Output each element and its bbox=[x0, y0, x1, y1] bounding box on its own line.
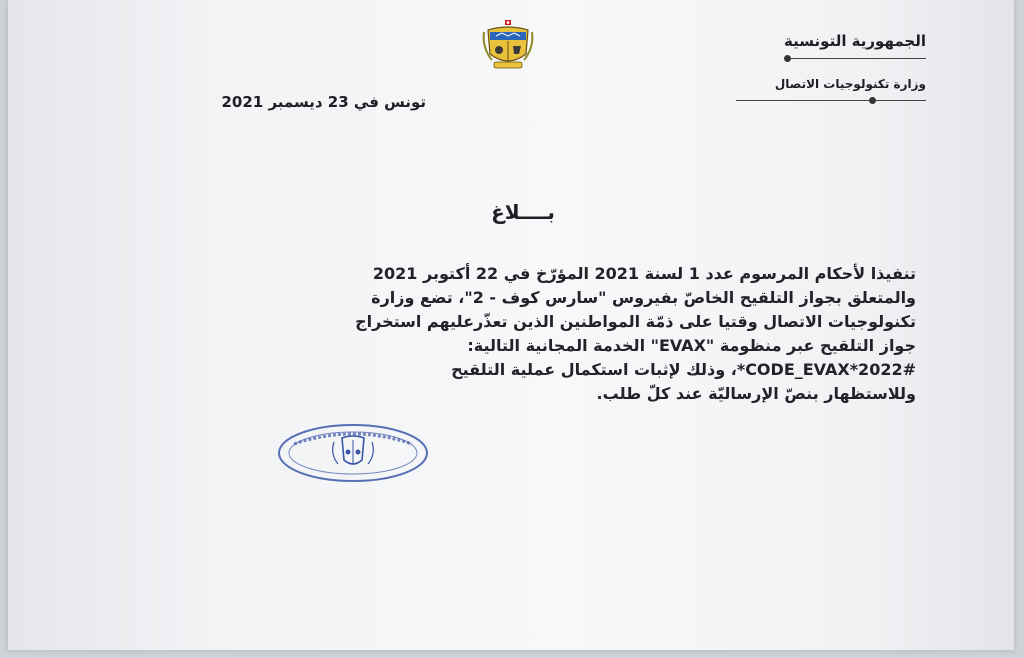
body-line: وللاستظهار بنصّ الإرساليّة عند كلّ طلب. bbox=[596, 384, 916, 403]
body-line: تنفيذا لأحكام المرسوم عدد 1 لسنة 2021 المؤرّخ في 22 أكتوبر 2021 bbox=[372, 264, 916, 283]
country-name: الجمهورية التونسية bbox=[784, 32, 926, 50]
document-title: بــــلاغ bbox=[491, 200, 555, 224]
ministry-stamp-icon bbox=[276, 422, 431, 484]
ministry-name: وزارة تكنولوجيات الاتصال bbox=[774, 77, 926, 91]
document-date: تونس في 23 ديسمبر 2021 bbox=[221, 93, 426, 111]
document-page bbox=[8, 0, 1014, 650]
document-body bbox=[98, 262, 916, 406]
letterhead bbox=[775, 30, 926, 108]
body-line: جواز التلقيح عبر منظومة "EVAX" الخدمة المجانية التالية: bbox=[467, 336, 916, 355]
body-line: والمتعلق بجواز التلقيح الخاصّ بفيروس "سارس كوف - 2"، تضع وزارة bbox=[371, 288, 916, 307]
tunisia-coat-of-arms-icon bbox=[480, 20, 536, 70]
body-line: تكنولوجيات الاتصال وقتيا على ذمّة المواطنين الذين تعذّرعليهم استخراج bbox=[355, 312, 916, 331]
body-line: #CODE_EVAX*2022*، وذلك لإثبات استكمال عملية التلقيح bbox=[451, 360, 916, 379]
header-divider bbox=[775, 52, 926, 66]
header-divider-2 bbox=[775, 94, 926, 108]
